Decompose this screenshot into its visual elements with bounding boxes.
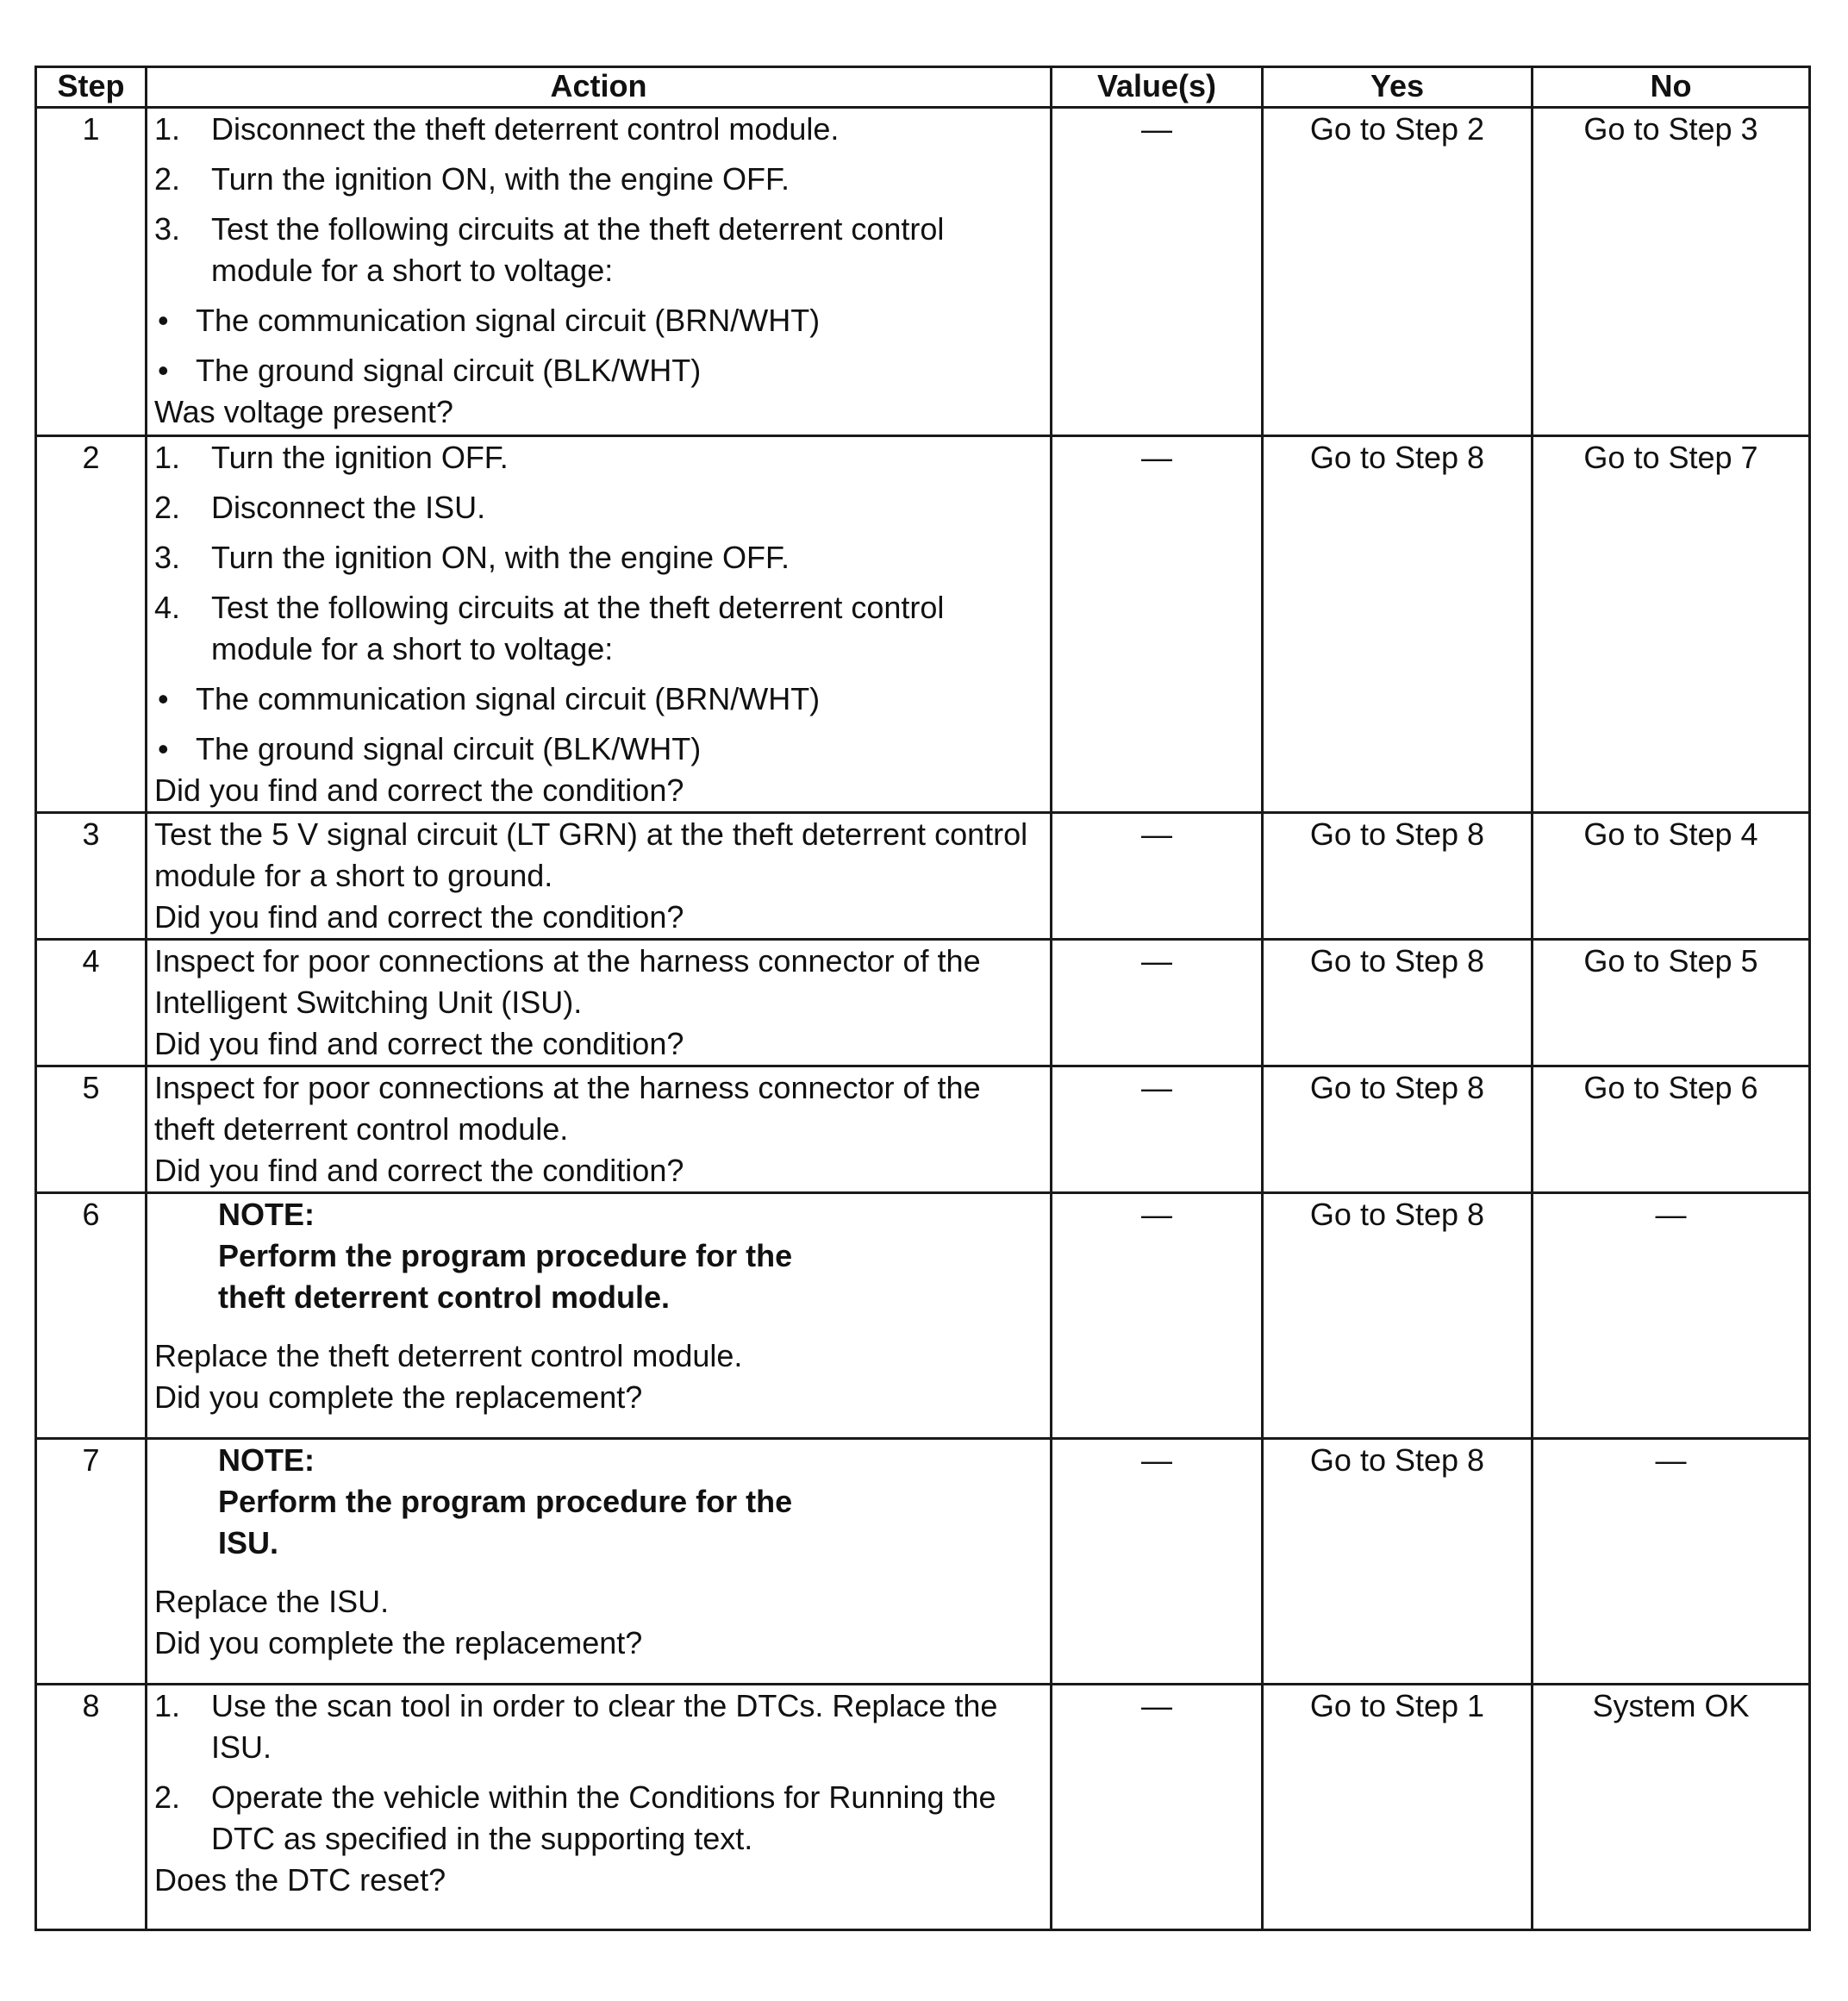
table-header-row (36, 67, 1810, 108)
table-row (36, 940, 1810, 1066)
action-question: Did you find and correct the condition? (154, 1026, 684, 1061)
action-question: Did you complete the replacement? (154, 1625, 643, 1660)
no-cell: Go to Step 7 (1533, 436, 1810, 813)
value-cell: — (1052, 940, 1263, 1066)
no-cell: Go to Step 4 (1533, 813, 1810, 940)
item-number: 1. (154, 1688, 181, 1723)
item-text: Turn the ignition ON, with the engine OFF. (211, 161, 790, 197)
value-cell: — (1052, 1685, 1263, 1930)
no-cell: — (1533, 1439, 1810, 1685)
item-text: The communication signal circuit (BRN/WHT) (196, 681, 821, 716)
yes-cell: Go to Step 2 (1263, 108, 1533, 436)
action-text: Test the 5 V signal circuit (LT GRN) at the theft deterrent control module for a short to ground. (154, 816, 1028, 893)
item-number: 1. (154, 111, 181, 147)
action-item (154, 537, 1043, 578)
item-text: Turn the ignition ON, with the engine OFF. (211, 540, 790, 575)
yes-cell: Go to Step 1 (1263, 1685, 1533, 1930)
action-bullet (154, 678, 1043, 720)
action-item (154, 209, 1043, 291)
no-cell: — (1533, 1193, 1810, 1439)
note-block (154, 1194, 1043, 1318)
header-values: Value(s) (1052, 67, 1263, 108)
yes-cell: Go to Step 8 (1263, 1193, 1533, 1439)
note-text: Perform the program procedure for the theft deterrent control module. (218, 1238, 793, 1315)
action-item (154, 1777, 1043, 1860)
item-number: 2. (154, 1779, 181, 1815)
note-block (154, 1440, 1043, 1564)
item-text: Test the following circuits at the theft deterrent control module for a short to voltage: (211, 590, 945, 666)
item-text: The ground signal circuit (BLK/WHT) (196, 353, 702, 388)
item-text: Test the following circuits at the theft deterrent control module for a short to voltage: (211, 211, 945, 288)
bullet-icon: • (158, 681, 169, 716)
item-text: The communication signal circuit (BRN/WHT) (196, 303, 821, 338)
action-cell (147, 108, 1052, 436)
step-number: 6 (36, 1193, 147, 1439)
yes-cell: Go to Step 8 (1263, 1066, 1533, 1193)
step-number: 8 (36, 1685, 147, 1930)
action-bullet (154, 728, 1043, 770)
action-text: Inspect for poor connections at the harness connector of the Intelligent Switching Unit (ISU). (154, 943, 981, 1020)
header-yes: Yes (1263, 67, 1533, 108)
bullet-icon: • (158, 303, 169, 338)
step-number: 3 (36, 813, 147, 940)
table-row (36, 1066, 1810, 1193)
action-question: Did you complete the replacement? (154, 1379, 643, 1415)
step-number: 2 (36, 436, 147, 813)
item-text: Use the scan tool in order to clear the DTCs. Replace the ISU. (211, 1688, 998, 1765)
yes-cell: Go to Step 8 (1263, 940, 1533, 1066)
action-question: Does the DTC reset? (154, 1862, 446, 1898)
header-step: Step (36, 67, 147, 108)
item-text: Disconnect the theft deterrent control module. (211, 111, 840, 147)
item-text: Turn the ignition OFF. (211, 440, 509, 475)
action-bullet (154, 300, 1043, 341)
action-text: Replace the theft deterrent control module. (154, 1338, 743, 1373)
no-cell: Go to Step 6 (1533, 1066, 1810, 1193)
action-item (154, 437, 1043, 478)
step-number: 7 (36, 1439, 147, 1685)
item-text: Disconnect the ISU. (211, 490, 486, 525)
action-item (154, 587, 1043, 670)
action-cell (147, 813, 1052, 940)
value-cell: — (1052, 1066, 1263, 1193)
step-number: 4 (36, 940, 147, 1066)
action-cell (147, 1439, 1052, 1685)
action-cell (147, 940, 1052, 1066)
table-row (36, 436, 1810, 813)
action-cell (147, 1193, 1052, 1439)
value-cell: — (1052, 1193, 1263, 1439)
action-item (154, 487, 1043, 528)
action-question: Was voltage present? (154, 394, 453, 429)
header-action: Action (147, 67, 1052, 108)
action-text: Replace the ISU. (154, 1584, 390, 1619)
action-question: Did you find and correct the condition? (154, 899, 684, 935)
table-row (36, 1439, 1810, 1685)
bullet-icon: • (158, 731, 169, 766)
table-row (36, 813, 1810, 940)
action-item (154, 109, 1043, 150)
yes-cell: Go to Step 8 (1263, 813, 1533, 940)
item-number: 1. (154, 440, 181, 475)
action-cell (147, 1066, 1052, 1193)
item-number: 2. (154, 161, 181, 197)
action-bullet (154, 350, 1043, 391)
action-item (154, 159, 1043, 200)
note-label: NOTE: (218, 1442, 315, 1478)
no-cell: Go to Step 3 (1533, 108, 1810, 436)
step-number: 1 (36, 108, 147, 436)
table-row (36, 108, 1810, 436)
table-row (36, 1685, 1810, 1930)
action-question: Did you find and correct the condition? (154, 772, 684, 808)
no-cell: Go to Step 5 (1533, 940, 1810, 1066)
action-cell (147, 436, 1052, 813)
action-item (154, 1685, 1043, 1768)
note-text: Perform the program procedure for the ISU. (218, 1484, 793, 1560)
table-row (36, 1193, 1810, 1439)
step-number: 5 (36, 1066, 147, 1193)
item-text: The ground signal circuit (BLK/WHT) (196, 731, 702, 766)
item-number: 3. (154, 540, 181, 575)
action-text: Inspect for poor connections at the harness connector of the theft deterrent control module. (154, 1070, 981, 1147)
yes-cell: Go to Step 8 (1263, 1439, 1533, 1685)
value-cell: — (1052, 436, 1263, 813)
item-number: 2. (154, 490, 181, 525)
value-cell: — (1052, 813, 1263, 940)
item-text: Operate the vehicle within the Conditions for Running the DTC as specified in the supporting text. (211, 1779, 996, 1856)
note-label: NOTE: (218, 1197, 315, 1232)
diagnostic-procedure-table (34, 66, 1811, 1931)
header-no: No (1533, 67, 1810, 108)
bullet-icon: • (158, 353, 169, 388)
no-cell: System OK (1533, 1685, 1810, 1930)
yes-cell: Go to Step 8 (1263, 436, 1533, 813)
value-cell: — (1052, 1439, 1263, 1685)
action-cell (147, 1685, 1052, 1930)
item-number: 3. (154, 211, 181, 247)
value-cell: — (1052, 108, 1263, 436)
action-question: Did you find and correct the condition? (154, 1153, 684, 1188)
item-number: 4. (154, 590, 181, 625)
